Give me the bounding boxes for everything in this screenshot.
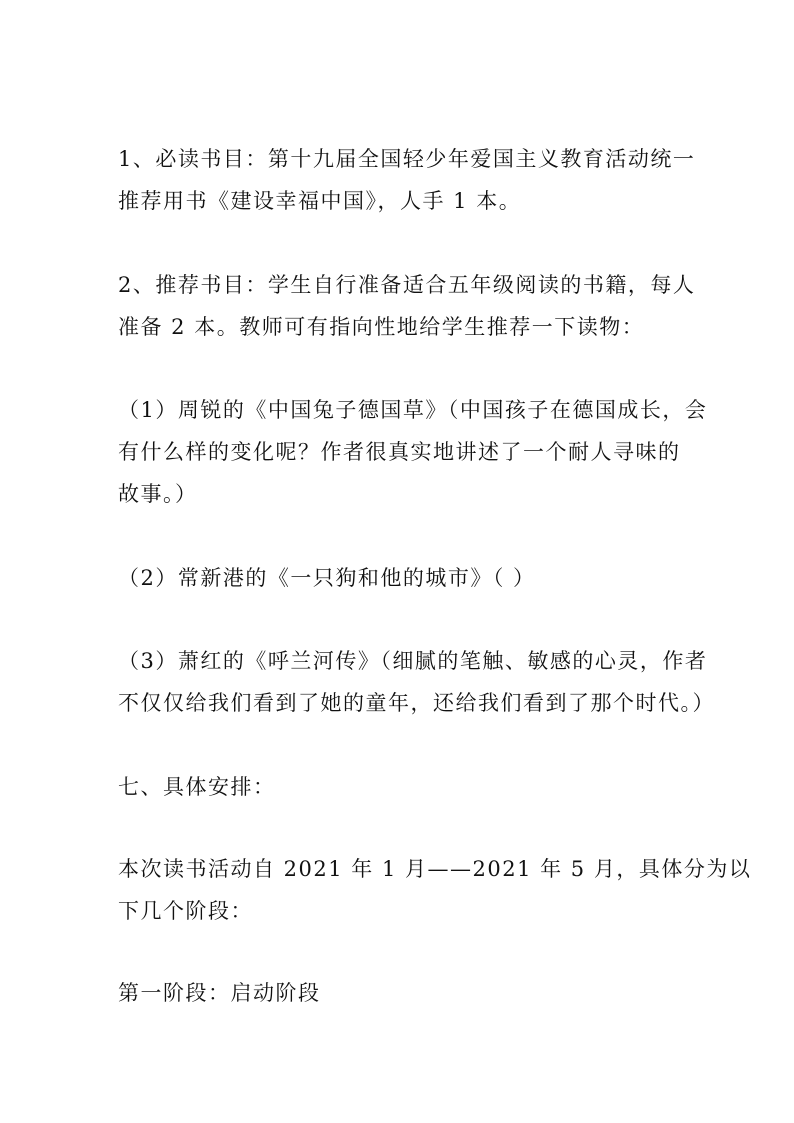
text-line: 七、具体安排： <box>118 775 276 799</box>
text-line: 2、推荐书目：学生自行准备适合五年级阅读的书籍，每人 <box>118 273 696 297</box>
paragraph-book-1 <box>118 389 708 515</box>
text-line: 不仅仅给我们看到了她的童年，还给我们看到了那个时代。） <box>118 691 715 715</box>
paragraph-required-reading <box>118 138 696 222</box>
text-line: 下几个阶段： <box>118 899 253 923</box>
text-line: 有什么样的变化呢？作者很真实地讲述了一个耐人寻味的 <box>118 440 681 464</box>
text-line: 推荐用书《建设幸福中国》，人手 1 本。 <box>118 189 522 213</box>
paragraph-book-2 <box>118 557 680 599</box>
paragraph-schedule-intro <box>118 848 752 932</box>
text-line: 准备 2 本。教师可有指向性地给学生推荐一下读物： <box>118 315 645 339</box>
text-line: 故事。） <box>118 482 198 506</box>
text-line: （2）常新港的《一只狗和他的城市》（ ） <box>118 566 536 590</box>
section-heading-schedule <box>118 766 680 808</box>
paragraph-recommended-reading <box>118 264 696 348</box>
paragraph-book-3 <box>118 640 715 724</box>
text-line: （3）萧红的《呼兰河传》（细腻的笔触、敏感的心灵，作者 <box>118 649 708 673</box>
text-line: 第一阶段：启动阶段 <box>118 981 321 1005</box>
text-line: 1、必读书目：第十九届全国轻少年爱国主义教育活动统一 <box>118 147 696 171</box>
text-line: 本次读书活动自 2021 年 1 月——2021 年 5 月，具体分为以 <box>118 857 752 881</box>
text-line: （1）周锐的《中国兔子德国草》（中国孩子在德国成长，会 <box>118 398 708 422</box>
paragraph-phase-one <box>118 972 680 1014</box>
